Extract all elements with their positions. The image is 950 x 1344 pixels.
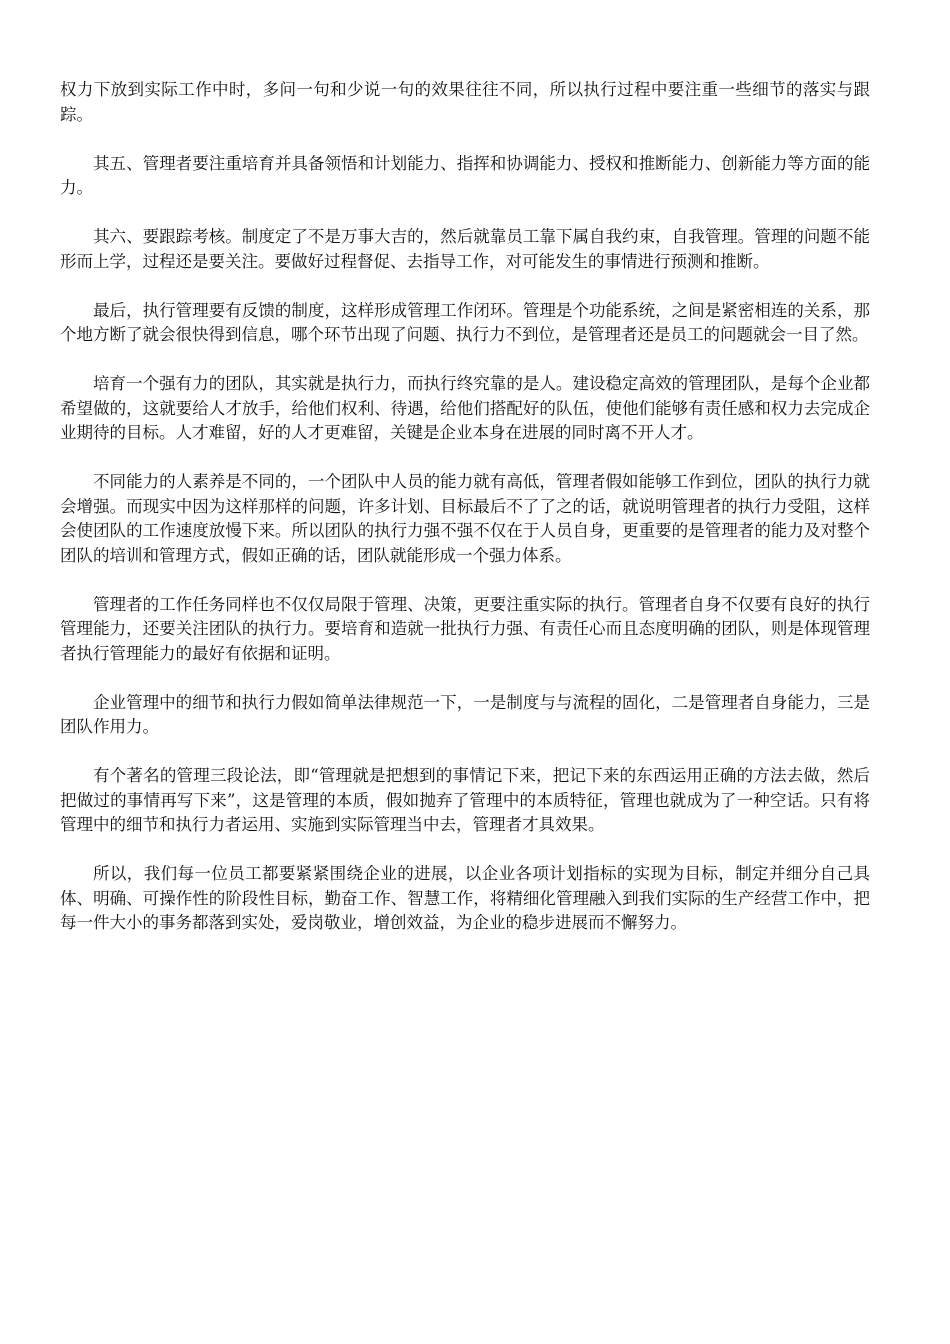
paragraph: 培育一个强有力的团队，其实就是执行力，而执行终究靠的是人。建设稳定高效的管理团队，是每个企业都希望做的，这就要给人才放手，给他们权利、待遇，给他们搭配好的队伍，使他们能够有责任感和权力去完成企业期待的目标。人才难留，好的人才更难留，关键是企业本身在进展的同时离不开人才。 xyxy=(60,374,870,442)
paragraph: 管理者的工作任务同样也不仅仅局限于管理、决策，更要注重实际的执行。管理者自身不仅要有良好的执行管理能力，还要关注团队的执行力。要培育和造就一批执行力强、有责任心而且态度明确的团队，则是体现管理者执行管理能力的最好有依据和证明。 xyxy=(60,594,870,663)
paragraph: 不同能力的人素养是不同的，一个团队中人员的能力就有高低，管理者假如能够工作到位，团队的执行力就会增强。而现实中因为这样那样的问题，许多计划、目标最后不了了之的话，就说明管理者的执行力受阻，这样会使团队的工作速度放慢下来。所以团队的执行力强不强不仅在于人员自身，更重要的是管理者的能力及对整个团队的培训和管理方式，假如正确的话，团队就能形成一个强力体系。 xyxy=(60,472,870,565)
paragraph: 有个著名的管理三段论法，即“管理就是把想到的事情记下来，把记下来的东西运用正确的方法去做，然后把做过的事情再写下来”，这是管理的本质，假如抛弃了管理中的本质特征，管理也就成为了一种空话。只有将管理中的细节和执行力者运用、实施到实际管理当中去，管理者才具效果。 xyxy=(60,766,870,834)
paragraph: 所以，我们每一位员工都要紧紧围绕企业的进展，以企业各项计划指标的实现为目标，制定并细分自己具体、明确、可操作性的阶段性目标，勤奋工作、智慧工作，将精细化管理融入到我们实际的生产经营工作中，把每一件大小的事务都落到实处，爱岗敬业，增创效益，为企业的稳步进展而不懈努力。 xyxy=(60,864,870,932)
document-page xyxy=(60,78,870,960)
paragraph: 其五、管理者要注重培育并具备领悟和计划能力、指挥和协调能力、授权和推断能力、创新能力等方面的能力。 xyxy=(60,153,870,197)
paragraph-continuation: 权力下放到实际工作中时，多问一句和少说一句的效果往往不同，所以执行过程中要注重一些细节的落实与跟踪。 xyxy=(60,80,870,124)
paragraph: 最后，执行管理要有反馈的制度，这样形成管理工作闭环。管理是个功能系统，之间是紧密相连的关系，那个地方断了就会很快得到信息，哪个环节出现了问题、执行力不到位，是管理者还是员工的问题就会一目了然。 xyxy=(60,300,870,344)
paragraph: 其六、要跟踪考核。制度定了不是万事大吉的，然后就靠员工靠下属自我约束，自我管理。管理的问题不能形而上学，过程还是要关注。要做好过程督促、去指导工作，对可能发生的事情进行预测和推断。 xyxy=(60,227,870,271)
paragraph: 企业管理中的细节和执行力假如简单法律规范一下，一是制度与与流程的固化，二是管理者自身能力，三是团队作用力。 xyxy=(60,692,870,736)
